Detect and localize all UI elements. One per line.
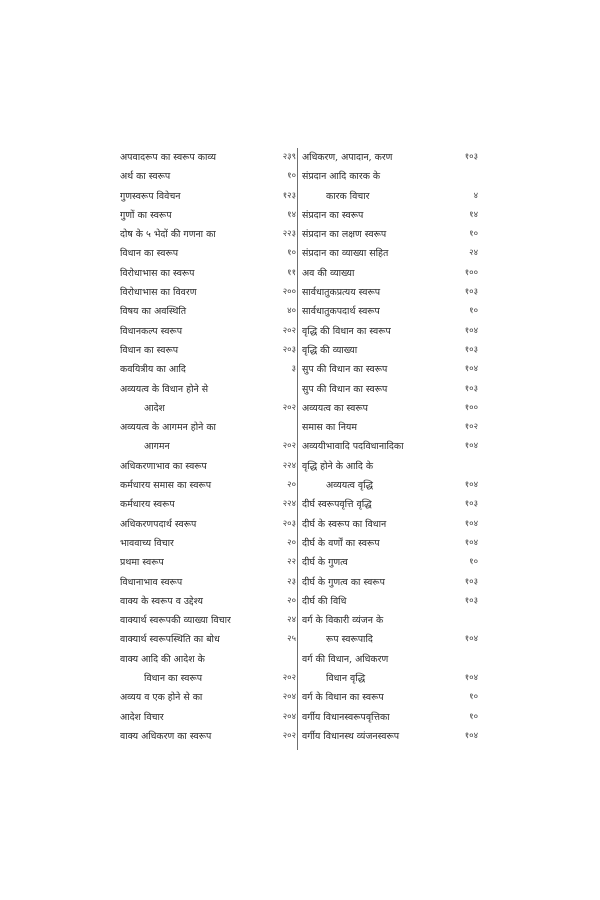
index-entry <box>302 418 478 437</box>
entry-page-number: १४ <box>287 209 296 220</box>
index-entry <box>302 650 478 669</box>
entry-title: रूप स्वरूपादि <box>326 634 373 646</box>
entry-title: अपवादरूप का स्वरूप काव्य <box>120 152 217 163</box>
entry-page-number: ३ <box>291 364 296 375</box>
index-entry <box>302 187 478 206</box>
entry-page-number: २३९ <box>282 152 296 162</box>
entry-title: आदेश <box>144 402 165 414</box>
index-entry <box>302 206 478 225</box>
entry-page-number: १० <box>469 692 478 703</box>
index-entry <box>302 437 478 456</box>
index-entry <box>120 476 296 495</box>
entry-page-number: १०२ <box>464 422 478 433</box>
entry-page-number: १०३ <box>464 383 478 394</box>
entry-page-number: १० <box>287 248 296 259</box>
entry-title: विधानकल्प स्वरूप <box>120 325 183 337</box>
entry-title: कर्मधारय स्वरूप <box>120 499 175 511</box>
index-entry <box>302 476 478 495</box>
entry-page-number: २२४ <box>282 460 296 471</box>
index-entry <box>302 399 478 418</box>
index-entry <box>302 534 478 553</box>
entry-title: कारक विचार <box>326 190 370 202</box>
entry-page-number: २२ <box>287 557 296 568</box>
entry-title: दीर्घ के गुणत्व <box>302 557 348 569</box>
index-entry <box>120 360 296 379</box>
entry-title: प्रथमा स्वरूप <box>120 557 164 569</box>
entry-title: आगमन <box>144 441 170 453</box>
entry-title: वाक्यार्थ स्वरूपस्थिति का बोध <box>120 634 220 646</box>
index-entry <box>120 380 296 399</box>
entry-page-number: १०४ <box>464 537 478 548</box>
entry-title: अधिकरणाभाव का स्वरूप <box>120 460 207 472</box>
entry-title: वृद्धि की विधान का स्वरूप <box>302 325 391 337</box>
entry-page-number: १२३ <box>282 190 296 201</box>
entry-page-number: २४ <box>287 615 296 626</box>
index-entry <box>302 630 478 649</box>
index-entry <box>120 669 296 688</box>
entry-page-number: १०४ <box>464 364 478 375</box>
entry-title: अव्ययत्व के आगमन होने का <box>120 422 216 434</box>
entry-title: कवयित्रीय का आदि <box>120 364 186 376</box>
index-entry <box>302 727 478 746</box>
entry-title: दीर्घ के स्वरूप का विधान <box>302 518 387 530</box>
entry-title: विरोधाभास का स्वरूप <box>120 267 195 279</box>
entry-title: आदेश विचार <box>120 711 164 723</box>
entry-title: संप्रदान आदि कारक के <box>302 171 381 183</box>
entry-page-number: १०३ <box>464 499 478 510</box>
entry-title: भाववाच्य विचार <box>120 537 174 549</box>
entry-title: अधिकरणपदार्थ स्वरूप <box>120 518 197 530</box>
entry-page-number: २० <box>287 480 296 491</box>
column-divider <box>297 148 298 750</box>
entry-title: वर्ग की विधान, अधिकरण <box>302 653 389 665</box>
index-entry <box>120 727 296 746</box>
entry-page-number: २०३ <box>282 518 296 529</box>
entry-page-number: १०३ <box>464 344 478 355</box>
entry-title: वाक्यार्थ स्वरूपकी व्याख्या विचार <box>120 615 231 627</box>
index-entry <box>302 495 478 514</box>
index-entry <box>302 264 478 283</box>
index-entry <box>120 553 296 572</box>
entry-title: विधान का स्वरूप <box>120 248 179 260</box>
entry-title: वृद्धि होने के आदि के <box>302 460 374 472</box>
entry-title: दोष के ५ भेदों की गणना का <box>120 229 216 241</box>
index-entry <box>120 167 296 186</box>
entry-title: सार्वधातुकप्रत्यय स्वरूप <box>302 287 381 299</box>
entry-title: अधिकरण, अपादान, करण <box>302 152 393 163</box>
index-entry <box>302 515 478 534</box>
index-entry <box>302 611 478 630</box>
entry-title: सुप की विधान का स्वरूप <box>302 364 388 376</box>
index-entry <box>120 650 296 669</box>
entry-page-number: ४० <box>287 306 296 317</box>
index-column-right <box>302 148 478 746</box>
index-entry <box>120 437 296 456</box>
entry-page-number: २०२ <box>282 325 296 336</box>
index-entry <box>120 630 296 649</box>
entry-page-number: २० <box>287 595 296 606</box>
entry-title: दीर्घ के गुणत्व का स्वरूप <box>302 576 385 588</box>
entry-title: वर्ग के विकारी व्यंजन के <box>302 615 384 627</box>
index-entry <box>302 148 478 167</box>
index-entry <box>302 244 478 263</box>
entry-page-number: २०२ <box>282 673 296 684</box>
entry-page-number: १०४ <box>464 325 478 336</box>
entry-page-number: २०२ <box>282 441 296 452</box>
index-entry <box>120 418 296 437</box>
index-entry <box>120 302 296 321</box>
entry-title: दीर्घ के वर्णों का स्वरूप <box>302 537 380 549</box>
entry-title: अव्ययीभावादि पदविधानादिका <box>302 441 404 453</box>
index-entry <box>120 573 296 592</box>
entry-page-number: २४ <box>469 248 478 259</box>
index-entry <box>302 360 478 379</box>
entry-page-number: १०३ <box>464 595 478 606</box>
index-entry <box>302 708 478 727</box>
entry-page-number: १०४ <box>464 480 478 491</box>
entry-title: दीर्घ स्वरूपवृत्ति वृद्धि <box>302 499 372 511</box>
index-entry <box>302 688 478 707</box>
index-entry <box>120 322 296 341</box>
entry-page-number: २०४ <box>282 711 296 722</box>
index-entry <box>120 206 296 225</box>
entry-title: अव्ययत्व वृद्धि <box>326 480 374 492</box>
index-entry <box>302 457 478 476</box>
entry-page-number: २५ <box>287 634 296 645</box>
entry-page-number: २२३ <box>282 229 296 240</box>
index-entry <box>302 573 478 592</box>
entry-title: विधान का स्वरूप <box>144 673 203 685</box>
entry-title: वर्गीय विधानस्थ व्यंजनस्वरूप <box>302 730 400 742</box>
entry-page-number: ११ <box>287 267 296 278</box>
entry-title: कर्मधारय समास का स्वरूप <box>120 480 212 492</box>
index-entry <box>302 669 478 688</box>
entry-title: अव्ययत्व का स्वरूप <box>302 402 368 414</box>
entry-page-number: १० <box>469 557 478 568</box>
index-entry <box>302 302 478 321</box>
entry-title: सुप की विधान का स्वरूप <box>302 383 388 395</box>
entry-title: अर्थ का स्वरूप <box>120 171 171 183</box>
entry-page-number: २०४ <box>282 692 296 703</box>
entry-page-number: २०२ <box>282 402 296 413</box>
index-entry <box>302 341 478 360</box>
index-entry <box>120 244 296 263</box>
entry-title: दीर्घ की विधि <box>302 595 347 607</box>
index-entry <box>302 322 478 341</box>
entry-page-number: १०३ <box>464 576 478 587</box>
entry-page-number: २० <box>287 537 296 548</box>
entry-page-number: १०४ <box>464 634 478 645</box>
index-entry <box>302 283 478 302</box>
entry-page-number: १०४ <box>464 730 478 741</box>
entry-page-number: १०४ <box>464 441 478 452</box>
index-entry <box>302 553 478 572</box>
index-entry <box>120 592 296 611</box>
entry-title: गुणों का स्वरूप <box>120 209 172 221</box>
entry-title: वाक्य के स्वरूप व उद्देश्य <box>120 595 203 607</box>
entry-title: गुणस्वरूप विवेचन <box>120 190 181 202</box>
entry-title: विधानाभाव स्वरूप <box>120 576 183 588</box>
entry-title: समास का नियम <box>302 422 357 434</box>
entry-page-number: १४ <box>469 209 478 220</box>
index-entry <box>120 457 296 476</box>
entry-page-number: १०४ <box>464 673 478 684</box>
entry-title: अव्यय व एक होने से का <box>120 692 203 704</box>
entry-title: संप्रदान का स्वरूप <box>302 209 364 221</box>
entry-page-number: २०० <box>282 287 296 298</box>
index-column-left <box>120 148 296 746</box>
entry-page-number: १० <box>469 711 478 722</box>
index-entry <box>120 515 296 534</box>
index-entry <box>302 592 478 611</box>
index-entry <box>302 225 478 244</box>
entry-page-number: १०० <box>464 402 478 413</box>
index-entry <box>120 283 296 302</box>
entry-title: अव्ययत्व के विधान होने से <box>120 383 209 395</box>
index-entry <box>120 187 296 206</box>
entry-title: वृद्धि की व्याख्या <box>302 344 358 356</box>
entry-page-number: २०२ <box>282 730 296 741</box>
index-entry <box>120 708 296 727</box>
entry-title: विरोधाभास का विवरण <box>120 287 197 299</box>
index-entry <box>120 341 296 360</box>
index-entry <box>120 399 296 418</box>
entry-page-number: १० <box>469 306 478 317</box>
index-entry <box>120 688 296 707</box>
index-entry <box>120 495 296 514</box>
entry-page-number: १० <box>469 229 478 240</box>
entry-title: वर्गीय विधानस्वरूपवृत्तिका <box>302 711 390 723</box>
index-entry <box>120 148 296 167</box>
entry-title: वाक्य आदि की आदेश के <box>120 653 205 665</box>
entry-page-number: २०३ <box>282 344 296 355</box>
entry-page-number: १०३ <box>464 152 478 162</box>
entry-page-number: १० <box>287 171 296 182</box>
entry-title: विधान वृद्धि <box>326 673 366 685</box>
entry-page-number: ४ <box>473 190 478 201</box>
index-entry <box>120 225 296 244</box>
entry-title: वाक्य अधिकरण का स्वरूप <box>120 730 212 742</box>
index-entry <box>120 611 296 630</box>
index-entry <box>302 380 478 399</box>
entry-title: विधान का स्वरूप <box>120 344 179 356</box>
entry-page-number: २३ <box>287 576 296 587</box>
entry-page-number: १०० <box>464 267 478 278</box>
index-entry <box>302 167 478 186</box>
entry-page-number: १०४ <box>464 518 478 529</box>
entry-title: अव की व्याख्या <box>302 267 355 279</box>
index-entry <box>120 264 296 283</box>
entry-title: संप्रदान का लक्षण स्वरूप <box>302 229 387 241</box>
entry-title: विषय का अवस्थिति <box>120 306 187 318</box>
entry-title: संप्रदान का व्याख्या सहित <box>302 248 389 260</box>
entry-title: वर्ग के विधान का स्वरूप <box>302 692 384 704</box>
index-entry <box>120 534 296 553</box>
entry-title: सार्वधातुकपदार्थ स्वरूप <box>302 306 380 318</box>
entry-page-number: १०३ <box>464 287 478 298</box>
entry-page-number: २२४ <box>282 499 296 510</box>
